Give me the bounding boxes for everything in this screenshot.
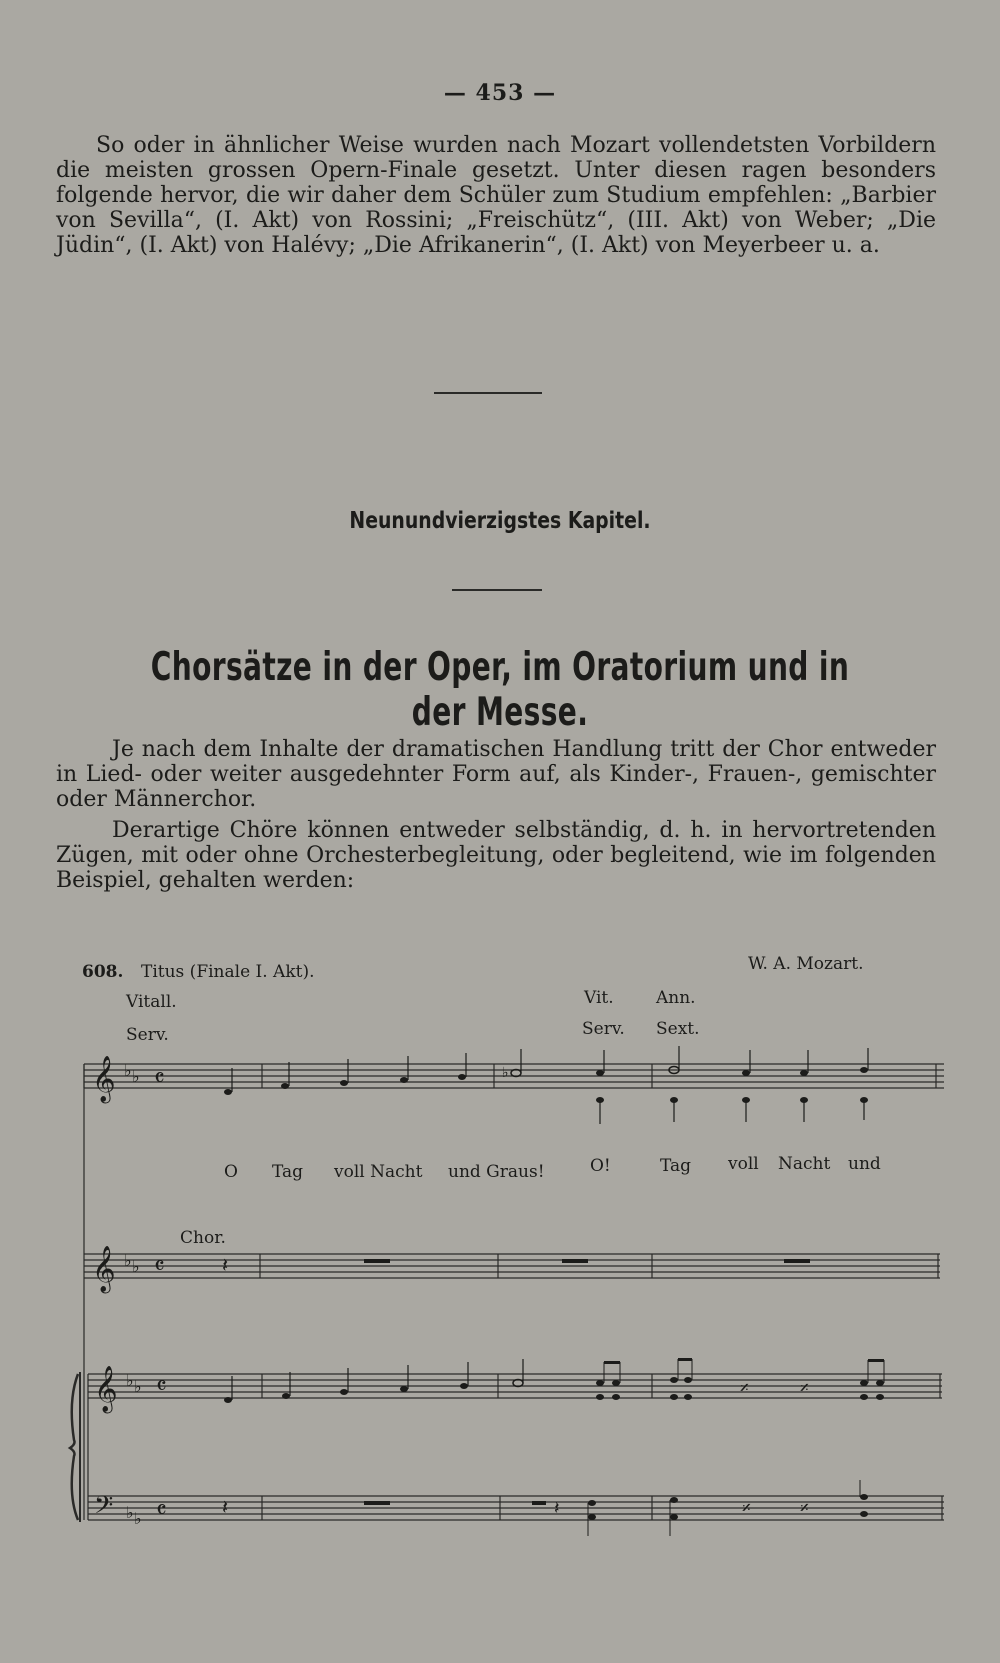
treble-clef-icon-2: 𝄞 bbox=[92, 1246, 116, 1292]
page-number: — 453 — bbox=[443, 80, 557, 106]
lyric-nacht: Nacht bbox=[778, 1154, 831, 1174]
svg-text:♭: ♭ bbox=[132, 1257, 140, 1276]
lyric-voll-nacht: voll Nacht bbox=[334, 1162, 423, 1182]
lyric-o: O bbox=[224, 1162, 238, 1182]
voice-label-ann: Ann. bbox=[656, 988, 696, 1008]
lyric-und: und bbox=[848, 1154, 881, 1174]
svg-text:♭: ♭ bbox=[134, 1509, 142, 1528]
example-number: 608. bbox=[82, 962, 124, 982]
section-divider-1 bbox=[434, 392, 542, 394]
svg-text:𝄴: 𝄴 bbox=[154, 1252, 165, 1280]
section-divider-2 bbox=[452, 589, 542, 591]
voice-label-sext: Sext. bbox=[656, 1019, 700, 1039]
voice-label-vitall: Vitall. bbox=[126, 992, 177, 1012]
example-composer: W. A. Mozart. bbox=[748, 954, 864, 974]
chapter-heading: Neunundvierzigstes Kapitel. bbox=[349, 508, 651, 534]
voice-label-serv-2: Serv. bbox=[582, 1019, 625, 1039]
svg-text:𝄴: 𝄴 bbox=[156, 1372, 167, 1400]
svg-text:♭: ♭ bbox=[124, 1251, 132, 1270]
lyric-und-graus: und Graus! bbox=[448, 1162, 545, 1182]
treble-clef-icon-3: 𝄞 bbox=[94, 1366, 118, 1412]
flat-icon: ♭ bbox=[124, 1061, 132, 1080]
svg-text:𝄎: 𝄎 bbox=[800, 1498, 809, 1519]
lyric-tag-2: Tag bbox=[660, 1156, 692, 1176]
example-piece: Titus (Finale I. Akt). bbox=[141, 962, 315, 982]
svg-text:♭: ♭ bbox=[126, 1503, 134, 1522]
svg-text:𝄎: 𝄎 bbox=[742, 1498, 751, 1519]
body-paragraph-2: Derartige Chöre können entweder selbständig, d. h. in hervortretenden Zügen, mit oder ohne Orchesterbegleitung, oder begleitend, wie im folgenden Beispiel, gehalten werden: bbox=[56, 818, 936, 893]
svg-text:𝄎: 𝄎 bbox=[800, 1378, 809, 1399]
svg-text:𝄽: 𝄽 bbox=[222, 1495, 229, 1519]
lyric-tag: Tag bbox=[272, 1162, 304, 1182]
treble-clef-icon: 𝄞 bbox=[92, 1056, 116, 1102]
svg-text:𝄴: 𝄴 bbox=[156, 1496, 167, 1524]
svg-text:♭: ♭ bbox=[502, 1065, 509, 1081]
bass-clef-icon: 𝄢 bbox=[94, 1491, 114, 1526]
chapter-title: Chorsätze in der Oper, im Oratorium und in der Messe. bbox=[150, 645, 850, 735]
svg-text:♭: ♭ bbox=[132, 1067, 140, 1086]
svg-text:♭: ♭ bbox=[134, 1377, 142, 1396]
lyric-voll: voll bbox=[728, 1154, 759, 1174]
voice-label-vit: Vit. bbox=[584, 988, 614, 1008]
staff-piano-bass bbox=[84, 1064, 944, 1520]
svg-text:𝄴: 𝄴 bbox=[154, 1064, 165, 1092]
chorus-label: Chor. bbox=[180, 1228, 226, 1248]
svg-text:♭: ♭ bbox=[126, 1371, 134, 1390]
voice-label-serv: Serv. bbox=[126, 1025, 169, 1045]
svg-text:𝄽: 𝄽 bbox=[554, 1498, 560, 1519]
intro-paragraph: So oder in ähnlicher Weise wurden nach Mozart vollendetsten Vorbildern die meisten grossen Opern-Finale gesetzt. Unter diesen ragen besonders folgende hervor, die wir daher dem Schüler zum Studium empfehlen: „Barbier von Sevilla“, (I. Akt) von Rossini; „Freischütz“, (III. Akt) von Weber; „Die Jüdin“, (I. Akt) von Halévy; „Die Afrikanerin“, (I. Akt) von Meyerbeer u. a. bbox=[56, 133, 936, 258]
svg-text:𝄎: 𝄎 bbox=[740, 1378, 749, 1399]
staff-chorus bbox=[84, 1254, 940, 1278]
music-score bbox=[0, 1040, 1000, 1600]
svg-text:𝄽: 𝄽 bbox=[222, 1253, 229, 1277]
body-paragraph-1: Je nach dem Inhalte der dramatischen Handlung tritt der Chor entweder in Lied- oder weiter ausgedehnter Form auf, als Kinder-, Frauen-, gemischter oder Männerchor. bbox=[56, 737, 936, 812]
lyric-o-2: O! bbox=[590, 1156, 611, 1176]
